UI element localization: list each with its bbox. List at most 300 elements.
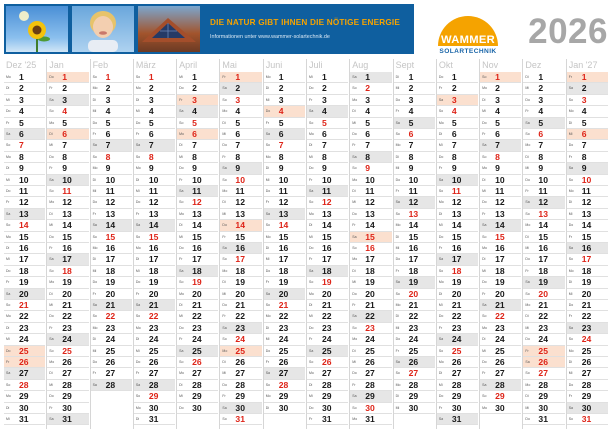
weekday-label: So	[525, 132, 530, 136]
weekday-label: Do	[568, 223, 574, 228]
day-cell	[220, 83, 261, 94]
day-cell	[177, 391, 218, 402]
weekday-label: Mi	[265, 257, 270, 262]
day-cell	[307, 197, 348, 208]
day-cell	[264, 140, 305, 151]
day-cell	[394, 346, 435, 357]
weekday-label: So	[179, 280, 184, 285]
day-number: 6	[451, 129, 457, 139]
day-cell	[394, 197, 435, 208]
day-number: 21	[148, 300, 159, 310]
weekday-label: Sa	[179, 189, 184, 193]
weekday-label: Di	[6, 325, 10, 330]
weekday-label: So	[482, 314, 487, 319]
weekday-label: Di	[482, 177, 486, 182]
day-number: 4	[278, 106, 284, 117]
day-number: 10	[235, 174, 245, 185]
weekday-label: Di	[525, 154, 529, 159]
day-number: 5	[192, 117, 197, 128]
weekday-label: Mo	[352, 417, 358, 421]
weekday-label: Mo	[438, 280, 444, 285]
weekday-label: Fr	[395, 268, 399, 273]
day-cell	[177, 118, 218, 129]
day-cell	[480, 300, 521, 311]
day-cell	[134, 368, 175, 379]
day-cell	[91, 186, 132, 197]
day-cell	[437, 300, 478, 311]
weekday-label: Do	[482, 360, 487, 364]
day-cell	[177, 220, 218, 231]
weekday-label: Mo	[265, 75, 271, 79]
day-cell	[523, 368, 564, 379]
weekday-label: Mo	[482, 86, 488, 91]
weekday-label: Sa	[265, 132, 270, 136]
weekday-label: So	[265, 382, 270, 387]
slogan-text: DIE NATUR GIBT IHNEN DIE NÖTIGE ENERGIE	[210, 18, 401, 27]
weekday-label: Di	[92, 257, 96, 262]
day-cell	[4, 186, 45, 197]
day-cell	[437, 334, 478, 345]
day-number: 19	[148, 277, 159, 288]
day-number: 25	[105, 345, 116, 356]
weekday-label: Mo	[92, 246, 98, 250]
weekday-label: Fr	[352, 143, 356, 148]
day-cell	[220, 186, 261, 197]
day-number: 9	[235, 163, 241, 174]
weekday-label: Mo	[568, 109, 574, 114]
day-cell	[394, 311, 435, 322]
weekday-label: Mi	[352, 120, 356, 125]
weekday-label: Di	[135, 177, 140, 182]
day-cell	[264, 163, 305, 174]
day-cell	[307, 357, 348, 368]
day-number: 31	[19, 414, 29, 424]
weekday-label: So	[179, 120, 184, 125]
weekday-label: Sa	[568, 166, 573, 171]
weekday-label: Do	[309, 166, 314, 171]
day-cell	[91, 106, 132, 117]
day-number: 10	[538, 174, 548, 185]
day-number: 9	[365, 163, 371, 174]
day-cell	[47, 368, 88, 379]
day-cell	[437, 414, 478, 425]
day-cell	[134, 163, 175, 174]
day-cell	[177, 300, 218, 311]
day-cell	[567, 334, 608, 345]
weekday-label: Mi	[395, 325, 400, 330]
weekday-label: Mo	[6, 75, 11, 79]
weekday-label: Fr	[49, 246, 53, 250]
day-cell	[307, 186, 348, 197]
weekday-label: Fr	[438, 166, 443, 171]
weekday-label: Mi	[179, 154, 183, 159]
weekday-label: Mi	[395, 86, 400, 91]
day-cell	[307, 368, 348, 379]
weekday-label: So	[265, 303, 270, 307]
weekday-label: Do	[525, 337, 530, 342]
weekday-label: Fr	[525, 348, 529, 353]
weekday-label: Sa	[438, 177, 444, 182]
day-cell	[91, 243, 132, 254]
weekday-label: Di	[222, 120, 226, 125]
day-cell	[307, 95, 348, 106]
day-number: 16	[495, 243, 505, 253]
weekday-label: Di	[568, 120, 573, 125]
weekday-label: Do	[482, 120, 487, 125]
day-cell	[91, 175, 132, 186]
day-cell	[220, 357, 261, 368]
day-cell	[220, 72, 261, 83]
day-cell	[350, 232, 391, 243]
day-number: 24	[105, 334, 116, 345]
weekday-label: Di	[49, 291, 53, 296]
day-cell	[91, 220, 132, 231]
day-cell	[567, 300, 608, 311]
day-number: 24	[495, 334, 505, 345]
day-cell	[134, 243, 175, 254]
day-cell	[307, 209, 348, 220]
day-number: 12	[408, 197, 419, 208]
weekday-label: Mo	[352, 177, 358, 182]
weekday-label: Sa	[438, 97, 444, 102]
day-number: 25	[365, 345, 375, 356]
weekday-label: So	[6, 303, 11, 307]
weekday-label: So	[438, 189, 444, 193]
weekday-label: Di	[438, 291, 443, 296]
day-cell	[567, 368, 608, 379]
day-cell	[480, 277, 521, 288]
weekday-label: Sa	[92, 143, 97, 148]
day-number: 7	[278, 140, 284, 151]
day-number: 21	[235, 300, 245, 310]
weekday-label: Do	[395, 177, 401, 182]
day-cell	[4, 311, 45, 322]
day-cell	[91, 380, 132, 391]
weekday-label: Fr	[135, 371, 140, 376]
day-cell	[47, 118, 88, 129]
day-number: 1	[581, 72, 587, 82]
weekday-label: Mo	[309, 291, 314, 296]
day-cell	[480, 72, 521, 83]
day-cell	[437, 391, 478, 402]
day-cell	[350, 106, 391, 117]
day-number: 20	[322, 288, 332, 299]
day-cell	[523, 209, 564, 220]
day-number: 23	[451, 322, 462, 333]
weekday-label: Sa	[49, 177, 54, 182]
weekday-label: Do	[49, 75, 54, 79]
weekday-label: Mi	[179, 394, 183, 399]
day-number: 18	[105, 265, 116, 276]
weekday-label: So	[222, 257, 227, 262]
weekday-label: Mo	[395, 303, 401, 307]
day-cell	[177, 175, 218, 186]
weekday-label: Mo	[6, 394, 11, 399]
day-cell	[264, 95, 305, 106]
day-number: 27	[235, 368, 245, 379]
day-number: 30	[365, 402, 375, 413]
weekday-label: Di	[309, 303, 313, 307]
day-cell	[350, 163, 391, 174]
weekday-label: So	[92, 314, 97, 319]
day-number: 27	[322, 368, 332, 379]
day-cell	[523, 243, 564, 254]
day-cell	[480, 391, 521, 402]
day-cell	[523, 220, 564, 231]
weekday-label: Di	[438, 371, 443, 376]
weekday-label: Mi	[309, 75, 313, 79]
day-cell	[307, 72, 348, 83]
weekday-label: So	[395, 371, 400, 376]
day-cell	[437, 220, 478, 231]
day-number: 2	[278, 83, 284, 94]
day-cell	[264, 300, 305, 311]
weekday-label: Mo	[482, 325, 488, 330]
weekday-label: Fr	[265, 360, 270, 364]
day-number: 10	[495, 174, 505, 185]
day-number: 13	[235, 208, 245, 219]
day-cell	[567, 152, 608, 163]
month-header: Sept	[395, 60, 415, 70]
day-number: 27	[62, 368, 72, 379]
weekday-label: Sa	[525, 120, 530, 125]
weekday-label: Mi	[482, 189, 486, 193]
day-cell	[350, 209, 391, 220]
weekday-label: Fr	[525, 189, 529, 193]
day-cell	[91, 266, 132, 277]
month-header: Dez	[525, 60, 542, 70]
weekday-label: Mi	[352, 280, 356, 285]
day-number: 8	[538, 151, 544, 162]
weekday-label: Sa	[568, 246, 573, 250]
day-number: 13	[62, 208, 72, 219]
weekday-label: Mo	[395, 223, 401, 228]
weekday-label: Do	[135, 280, 141, 285]
weekday-label: Sa	[525, 200, 530, 205]
day-cell	[264, 266, 305, 277]
day-number: 16	[278, 243, 289, 253]
weekday-label: Di	[179, 223, 183, 228]
day-cell	[480, 95, 521, 106]
weekday-label: Fr	[6, 360, 10, 364]
day-cell	[134, 391, 175, 402]
weekday-label: Sa	[49, 257, 54, 262]
weekday-label: Mo	[92, 325, 98, 330]
day-number: 22	[538, 311, 548, 322]
day-cell	[523, 106, 564, 117]
weekday-label: Mo	[482, 405, 488, 410]
day-number: 25	[495, 345, 505, 356]
day-number: 25	[581, 345, 592, 356]
day-number: 28	[278, 379, 289, 390]
day-cell	[264, 277, 305, 288]
day-number: 25	[278, 345, 289, 356]
day-number: 1	[192, 72, 197, 82]
day-cell	[134, 106, 175, 117]
weekday-label: So	[568, 417, 573, 421]
day-number: 31	[581, 414, 592, 424]
day-number: 20	[495, 288, 505, 299]
weekday-label: So	[222, 97, 227, 102]
day-cell	[437, 380, 478, 391]
day-cell	[134, 357, 175, 368]
weekday-label: So	[568, 257, 573, 262]
weekday-label: Mi	[179, 314, 183, 319]
day-number: 16	[451, 243, 462, 253]
day-number: 11	[278, 186, 288, 196]
weekday-label: Sa	[482, 303, 487, 307]
day-cell	[480, 175, 521, 186]
day-cell	[4, 163, 45, 174]
day-number: 28	[148, 379, 159, 390]
day-number: 23	[62, 322, 72, 333]
weekday-label: Fr	[222, 394, 226, 399]
solar-roof-photo	[138, 6, 200, 52]
day-number: 29	[278, 391, 289, 402]
weekday-label: Do	[49, 154, 54, 159]
weekday-label: Mi	[525, 325, 530, 330]
weekday-label: Fr	[525, 268, 529, 273]
day-cell	[480, 323, 521, 334]
weekday-label: Do	[222, 303, 227, 307]
day-cell	[4, 346, 45, 357]
day-cell	[91, 232, 132, 243]
weekday-label: Do	[135, 120, 141, 125]
day-cell	[177, 129, 218, 140]
weekday-label: Sa	[222, 246, 227, 250]
day-number: 18	[451, 265, 462, 276]
day-number: 29	[19, 391, 29, 402]
day-cell	[350, 152, 391, 163]
weekday-label: Fr	[482, 291, 486, 296]
day-number: 20	[538, 288, 548, 299]
day-number: 20	[105, 288, 116, 299]
weekday-label: Do	[568, 303, 574, 307]
weekday-label: Fr	[6, 120, 10, 125]
weekday-label: Di	[568, 360, 573, 364]
weekday-label: Mo	[135, 166, 141, 171]
day-number: 28	[365, 379, 375, 390]
day-cell	[480, 357, 521, 368]
day-cell	[220, 197, 261, 208]
day-number: 10	[451, 174, 462, 185]
day-cell	[394, 368, 435, 379]
weekday-label: So	[49, 348, 54, 353]
day-number: 6	[148, 129, 154, 139]
day-cell	[350, 368, 391, 379]
day-number: 11	[62, 186, 72, 196]
day-cell	[4, 277, 45, 288]
weekday-label: Mi	[309, 154, 313, 159]
website-info: Informationen unter www.wammer-solartechnik.de	[210, 34, 330, 40]
weekday-label: Di	[438, 132, 443, 136]
day-number: 23	[105, 322, 116, 333]
day-number: 14	[235, 220, 245, 231]
day-number: 18	[408, 265, 419, 276]
day-number: 22	[451, 311, 462, 322]
weekday-label: Di	[135, 97, 140, 102]
day-number: 9	[322, 163, 327, 174]
day-number: 1	[322, 72, 327, 82]
weekday-label: Sa	[568, 325, 573, 330]
day-cell	[220, 414, 261, 425]
day-number: 20	[581, 288, 592, 299]
weekday-label: Do	[6, 348, 11, 353]
day-cell	[394, 266, 435, 277]
weekday-label: Di	[6, 246, 10, 250]
day-number: 29	[495, 391, 505, 402]
day-number: 17	[408, 254, 419, 265]
day-number: 3	[192, 94, 197, 105]
weekday-label: Fr	[482, 211, 486, 216]
day-cell	[47, 289, 88, 300]
weekday-label: So	[438, 348, 444, 353]
day-number: 4	[62, 106, 68, 117]
day-cell	[480, 186, 521, 197]
day-cell	[47, 380, 88, 391]
weekday-label: Mi	[92, 268, 97, 273]
weekday-label: Mo	[309, 371, 314, 376]
weekday-label: Di	[265, 166, 270, 171]
weekday-label: Mi	[6, 97, 10, 102]
weekday-label: Do	[49, 394, 54, 399]
weekday-label: Di	[482, 337, 486, 342]
day-number: 31	[62, 414, 72, 424]
day-number: 2	[192, 83, 197, 94]
day-cell	[264, 346, 305, 357]
day-number: 6	[62, 129, 68, 139]
day-number: 16	[538, 243, 548, 253]
day-number: 9	[148, 163, 154, 174]
day-number: 30	[19, 402, 29, 413]
day-cell	[523, 277, 564, 288]
day-number: 22	[408, 311, 419, 322]
weekday-label: Mo	[352, 337, 358, 342]
day-number: 3	[581, 94, 587, 105]
day-cell	[307, 140, 348, 151]
weekday-label: Di	[179, 303, 183, 307]
weekday-label: Fr	[482, 371, 486, 376]
day-cell	[394, 129, 435, 140]
day-cell	[134, 186, 175, 197]
day-cell	[350, 197, 391, 208]
weekday-label: Sa	[49, 97, 54, 102]
day-cell	[350, 346, 391, 357]
day-cell	[480, 254, 521, 265]
weekday-label: So	[49, 189, 54, 193]
day-number: 2	[365, 83, 371, 94]
day-cell	[264, 232, 305, 243]
weekday-label: So	[309, 120, 314, 125]
day-cell	[4, 368, 45, 379]
weekday-label: So	[135, 75, 141, 79]
day-cell	[220, 289, 261, 300]
day-cell	[394, 118, 435, 129]
day-cell	[437, 175, 478, 186]
day-cell	[264, 368, 305, 379]
weekday-label: So	[352, 325, 357, 330]
day-cell	[220, 403, 261, 414]
day-number: 14	[365, 220, 375, 231]
weekday-label: Do	[352, 371, 357, 376]
day-cell	[220, 106, 261, 117]
weekday-label: Mo	[222, 109, 228, 114]
day-number: 7	[19, 140, 24, 151]
day-number: 1	[408, 72, 414, 82]
weekday-label: Do	[482, 200, 487, 205]
day-number: 4	[581, 106, 587, 117]
weekday-label: Sa	[179, 348, 184, 353]
